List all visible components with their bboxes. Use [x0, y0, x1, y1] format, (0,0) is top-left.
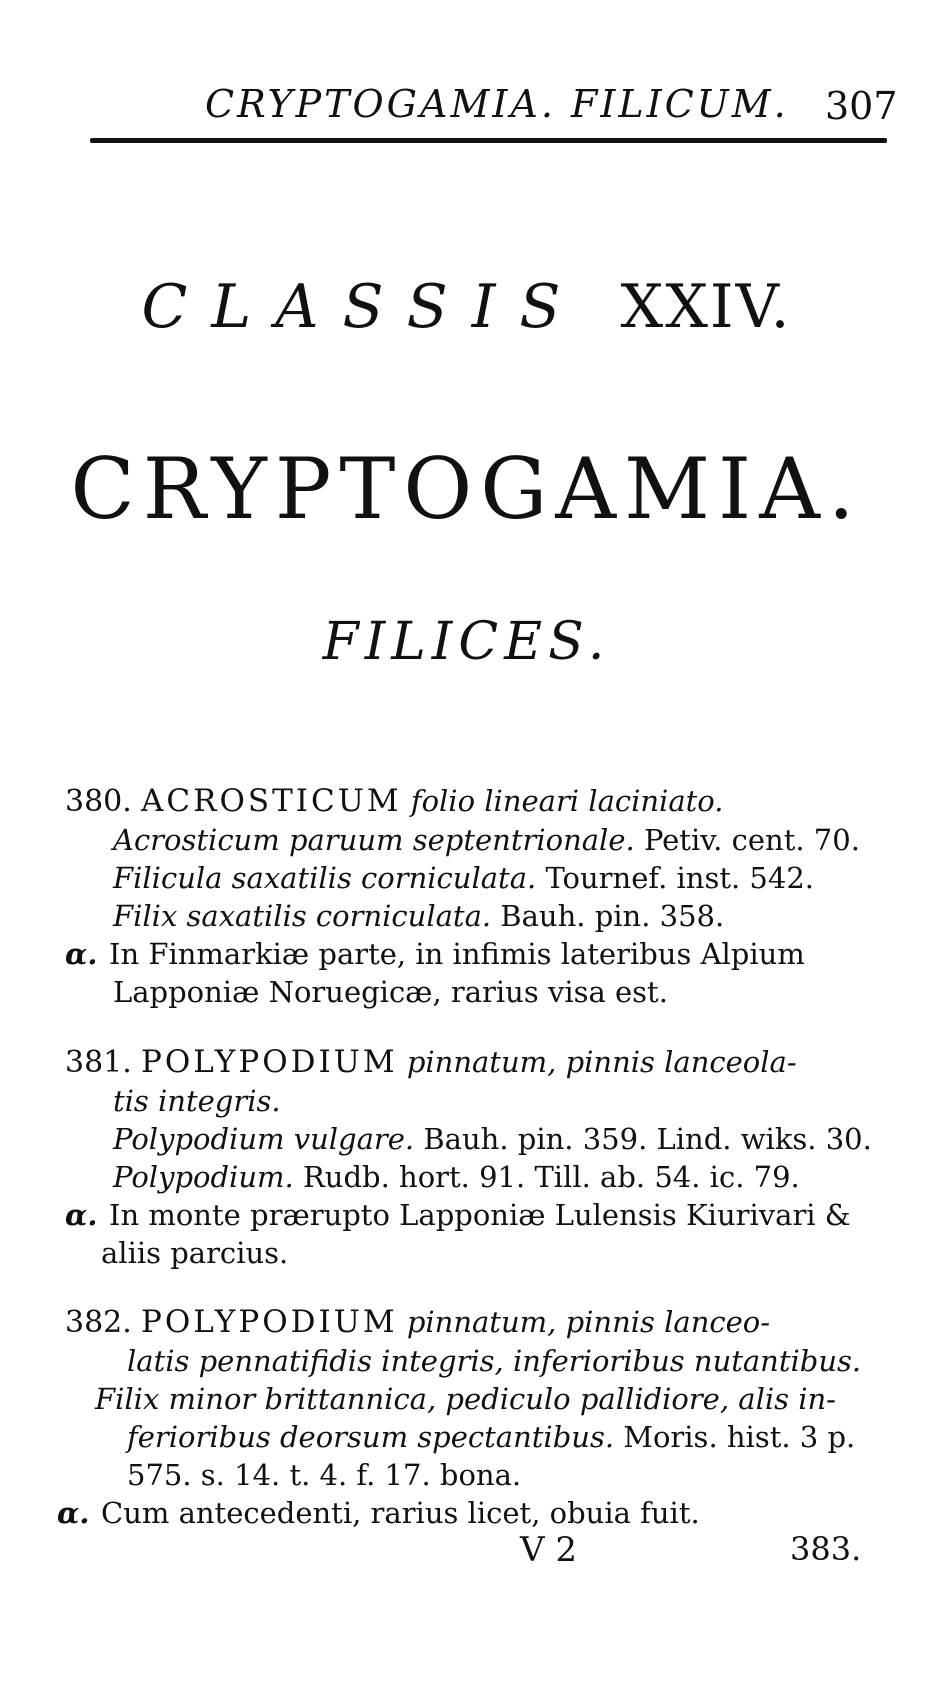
description-continued: latis pennatifidis integris, inferioribus nutantibus. — [127, 1344, 862, 1378]
genus-name: ACROSTICUM — [141, 783, 402, 819]
genus-name: POLYPODIUM — [141, 1304, 398, 1340]
synonym-line: Acrosticum paruum septentrionale. Petiv. cent. 70. — [113, 823, 860, 857]
class-number: XXIV. — [620, 272, 792, 342]
habitat-line: α. In Finmarkiæ parte, in infimis lateribus Alpium — [65, 937, 805, 971]
signature-mark: V 2 — [520, 1530, 577, 1570]
entry-number: 380. — [65, 784, 132, 819]
habitat-line: α. Cum antecedenti, rarius licet, obuia fuit. — [57, 1496, 700, 1530]
habitat-line: aliis parcius. — [101, 1236, 289, 1270]
entry-380 — [65, 782, 880, 1011]
running-title: CRYPTOGAMIA. FILICUM. — [205, 82, 789, 126]
entry-number: 381. — [65, 1045, 132, 1080]
class-label: CLASSIS — [141, 272, 585, 342]
synonym-line: ferioribus deorsum spectantibus. Moris. hist. 3 p. — [127, 1420, 856, 1454]
entry-number: 382. — [65, 1305, 132, 1340]
synonym-line: Polypodium vulgare. Bauh. pin. 359. Lind. wiks. 30. — [113, 1122, 872, 1156]
synonym-line: Filicula saxatilis corniculata. Tournef. inst. 542. — [113, 861, 814, 895]
entry-heading — [65, 782, 880, 821]
entry-heading — [65, 1303, 880, 1342]
entry-heading — [65, 1043, 880, 1082]
header-rule — [90, 138, 887, 143]
synonym-line: Filix saxatilis corniculata. Bauh. pin. 358. — [113, 899, 725, 933]
description-continued: tis integris. — [113, 1084, 281, 1118]
alpha-marker: α. — [65, 937, 98, 971]
habitat-line: α. In monte prærupto Lapponiæ Lulensis Kiurivari & — [65, 1198, 851, 1232]
entry-381 — [65, 1043, 880, 1272]
section-title: FILICES. — [322, 612, 611, 672]
running-header — [90, 78, 898, 138]
catchword: 383. — [790, 1530, 862, 1568]
alpha-marker: α. — [57, 1496, 90, 1530]
synonym-line: Polypodium. Rudb. hort. 91. Till. ab. 54. ic. 79. — [113, 1160, 800, 1194]
alpha-marker: α. — [65, 1198, 98, 1232]
page-number: 307 — [825, 84, 898, 128]
entry-382 — [57, 1303, 880, 1532]
genus-name: POLYPODIUM — [141, 1044, 398, 1080]
class-heading — [0, 272, 933, 342]
description: pinnatum, pinnis lanceola- — [406, 1045, 797, 1079]
synonym-line: Filix minor brittannica, pediculo pallidiore, alis in- — [95, 1382, 836, 1416]
description: pinnatum, pinnis lanceo- — [406, 1305, 771, 1339]
main-title: CRYPTOGAMIA. — [70, 440, 863, 538]
description: folio lineari laciniato. — [410, 784, 724, 818]
synonym-line: 575. s. 14. t. 4. f. 17. bona. — [127, 1458, 522, 1492]
habitat-line: Lapponiæ Noruegicæ, rarius visa est. — [113, 975, 668, 1009]
